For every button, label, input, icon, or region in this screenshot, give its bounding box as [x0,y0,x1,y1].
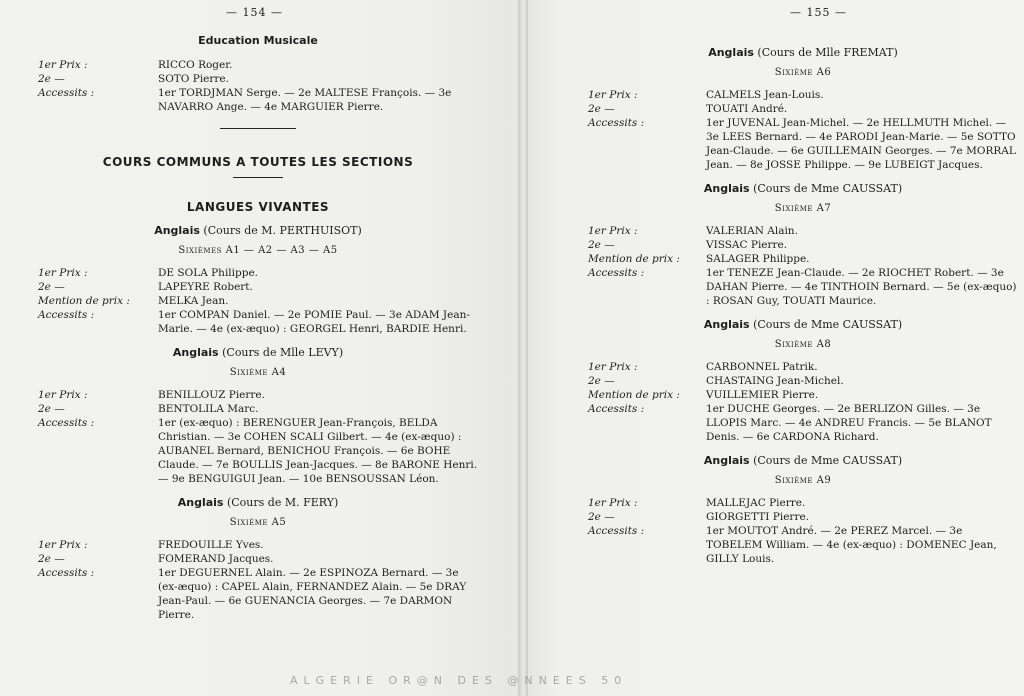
award-row [38,294,478,308]
award-label: 1er Prix : [588,361,638,373]
award-label: 2e — [38,553,65,565]
class-subtitle: Sixième A6 [774,67,832,78]
award-label: 2e — [38,281,65,293]
section-title [588,46,1018,60]
award-text: DE SOLA Philippe. [158,267,259,279]
class-subtitle: Sixième A5 [229,517,287,528]
award-row [38,388,478,402]
award-row [38,266,478,280]
award-row [588,402,1018,444]
right-page [528,0,1024,696]
class-subtitle: Sixième A7 [774,203,832,214]
section-title [588,318,1018,332]
left-sections [38,224,478,622]
award-row [38,566,478,622]
award-row [38,538,478,552]
award-text: 1er DEGUERNEL Alain. — 2e ESPINOZA Bernard. — 3e (ex-æquo) : CAPEL Alain, FERNANDEZ Alain. — 5e DRAY Jean-Paul. — 6e GUENANCIA Georges. — 7e DARMON Pierre. [158,567,467,621]
award-row [588,360,1018,374]
class-subtitle: Sixième A4 [229,367,287,378]
award-block [588,224,1018,308]
award-label: 1er Prix : [588,225,638,237]
award-row [588,496,1018,510]
award-row [38,86,478,114]
section-title-bold: Anglais [703,182,750,195]
award-label: Accessits : [38,567,95,579]
award-row [588,116,1018,172]
class-subtitle: Sixième A8 [774,339,832,350]
common-courses-heading: COURS COMMUNS A TOUTES LES SECTIONS [102,155,414,169]
award-label: 1er Prix : [38,267,88,279]
section-title-rest: (Cours de Mme CAUSSAT) [749,318,903,331]
section-title [38,346,478,360]
section-title [588,454,1018,468]
award-label: 2e — [588,375,615,387]
award-label: Accessits : [38,309,95,321]
section-title-rest: (Cours de Mlle FREMAT) [753,46,898,59]
award-text: 1er (ex-æquo) : BERENGUER Jean-François, BELDA Christian. — 3e COHEN SCALI Gilbert. — 4e (ex-æquo) : AUBANEL Bernard, BENICHOU François. — 6e BOHE Claude. — 7e BOULLIS Jean-Jacques. — 8e BARONE Henri. — 9e BENGUIGUI Jean. — 10e BENSOUSSAN Léon. [158,417,478,485]
section-title-bold: Anglais [708,46,754,59]
page-number-left: — 154 — [226,6,283,19]
award-block [38,538,478,622]
award-text: LAPEYRE Robert. [158,281,253,293]
award-label: Accessits : [588,267,645,279]
award-label: Accessits : [38,417,95,429]
award-row [588,524,1018,566]
section-title [588,182,1018,196]
award-text: RICCO Roger. [158,59,233,71]
award-row [38,58,478,72]
award-row [38,402,478,416]
award-text: CARBONNEL Patrik. [706,361,818,373]
award-label: 1er Prix : [38,389,88,401]
section-title-rest: (Cours de Mlle LEVY) [218,346,344,359]
award-label: 2e — [38,73,65,85]
award-text: MALLEJAC Pierre. [706,497,806,509]
award-label: Mention de prix : [588,253,680,265]
award-row [38,416,478,486]
award-text: CALMELS Jean-Louis. [706,89,824,101]
award-text: TOUATI André. [706,103,788,115]
music-awards [38,58,478,114]
page-number-right: — 155 — [790,6,847,19]
award-row [588,252,1018,266]
award-row [38,72,478,86]
award-text: VISSAC Pierre. [706,239,788,251]
left-page-content [38,34,478,628]
award-row [588,510,1018,524]
section-title [38,496,478,510]
award-label: Accessits : [38,87,95,99]
award-text: 1er MOUTOT André. — 2e PEREZ Marcel. — 3e TOBELEM William. — 4e (ex-æquo) : DOMENEC Jean, GILLY Louis. [706,525,997,565]
award-block [588,360,1018,444]
award-text: SOTO Pierre. [158,73,229,85]
right-sections [588,46,1018,566]
award-label: 2e — [588,239,615,251]
award-text: BENTOLILA Marc. [158,403,259,415]
award-label: Accessits : [588,403,645,415]
award-row [38,280,478,294]
award-label: Accessits : [588,525,645,537]
award-text: 1er COMPAN Daniel. — 2e POMIE Paul. — 3e ADAM Jean-Marie. — 4e (ex-æquo) : GEORGEL Henri, BARDIE Henri. [158,309,470,335]
award-text: SALAGER Philippe. [706,253,810,265]
award-label: 1er Prix : [38,539,88,551]
award-text: BENILLOUZ Pierre. [158,389,265,401]
watermark: ALGERIE OR@N DES @NNEES 50 [290,674,628,687]
award-text: VUILLEMIER Pierre. [706,389,819,401]
section-title [38,224,478,238]
award-row [588,238,1018,252]
divider [220,128,296,129]
divider [233,177,283,178]
award-block [38,266,478,336]
section-title-bold: Anglais [177,496,224,509]
section-title-rest: (Cours de M. PERTHUISOT) [199,224,362,237]
award-label: Mention de prix : [38,295,130,307]
award-text: 1er TORDJMAN Serge. — 2e MALTESE François. — 3e NAVARRO Ange. — 4e MARGUIER Pierre. [158,87,452,113]
section-title-bold: Anglais [703,318,750,331]
right-page-content [588,36,1018,572]
award-text: 1er JUVENAL Jean-Michel. — 2e HELLMUTH Michel. — 3e LEES Bernard. — 4e PARODI Jean-Marie. — 5e SOTTO Jean-Claude. — 6e GUILLEMAIN Georges. — 7e MORRAL Jean. — 8e JOSSE Philippe. — 9e LUBEIGT Jacques. [706,117,1016,171]
award-text: CHASTAING Jean-Michel. [706,375,844,387]
award-row [588,88,1018,102]
award-label: 2e — [38,403,65,415]
award-block [588,88,1018,172]
award-row [38,308,478,336]
award-label: 1er Prix : [588,497,638,509]
award-row [588,388,1018,402]
section-title-rest: (Cours de Mme CAUSSAT) [749,182,903,195]
award-label: Mention de prix : [588,389,680,401]
award-row [588,266,1018,308]
award-label: 1er Prix : [38,59,88,71]
section-title-rest: (Cours de M. FERY) [223,496,339,509]
award-row [588,102,1018,116]
section-title-bold: Anglais [154,224,200,237]
section-title-rest: (Cours de Mme CAUSSAT) [749,454,903,467]
languages-heading: LANGUES VIVANTES [186,200,330,214]
award-text: VALERIAN Alain. [706,225,798,237]
award-text: GIORGETTI Pierre. [706,511,810,523]
award-text: 1er DUCHE Georges. — 2e BERLIZON Gilles. — 3e LLOPIS Marc. — 4e ANDREU Francis. — 5e BLANOT Denis. — 6e CARDONA Richard. [706,403,992,443]
award-label: 1er Prix : [588,89,638,101]
music-heading: Education Musicale [198,34,318,47]
award-text: FREDOUILLE Yves. [158,539,264,551]
award-row [38,552,478,566]
award-block [588,496,1018,566]
class-subtitle: Sixièmes A1 — A2 — A3 — A5 [178,245,338,256]
class-subtitle: Sixième A9 [774,475,832,486]
award-label: 2e — [588,103,615,115]
award-block [38,388,478,486]
award-label: Accessits : [588,117,645,129]
award-row [588,224,1018,238]
section-title-bold: Anglais [703,454,750,467]
award-row [588,374,1018,388]
award-text: FOMERAND Jacques. [158,553,274,565]
award-text: MELKA Jean. [158,295,229,307]
award-text: 1er TENEZE Jean-Claude. — 2e RIOCHET Robert. — 3e DAHAN Pierre. — 4e TINTHOIN Bernard. — 5e (ex-æquo) : ROSAN Guy, TOUATI Maurice. [706,267,1017,307]
section-title-bold: Anglais [172,346,219,359]
award-label: 2e — [588,511,615,523]
